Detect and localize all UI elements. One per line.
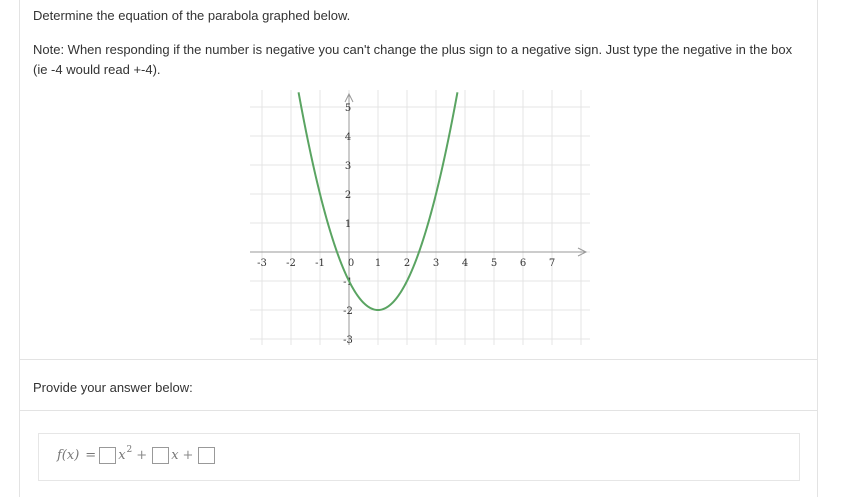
plus-sign: + xyxy=(182,448,194,463)
coefficient-a-input[interactable] xyxy=(99,447,116,464)
constant-c-input[interactable] xyxy=(198,447,215,464)
question-note: Note: When responding if the number is negative you can't change the plus sign to a negative sign. Just type the negative in the box (ie -4 would read +-4). xyxy=(33,42,793,77)
parabola-graph xyxy=(250,90,590,345)
x-tick-label: 3 xyxy=(432,258,440,269)
x-tick-label: 1 xyxy=(374,258,382,269)
x-squared-variable: x xyxy=(118,448,126,463)
y-tick-label: 4 xyxy=(344,132,352,143)
plus-sign: + xyxy=(136,448,148,463)
answer-formula xyxy=(57,444,216,464)
x-variable: x xyxy=(171,448,179,463)
x-tick-label: 2 xyxy=(403,258,411,269)
y-tick-label: 1 xyxy=(344,219,352,230)
x-tick-label: -2 xyxy=(286,258,296,269)
x-tick-label: -1 xyxy=(315,258,325,269)
section-divider xyxy=(20,410,818,411)
answer-area xyxy=(38,433,800,481)
coefficient-b-input[interactable] xyxy=(152,447,169,464)
x-tick-label: 4 xyxy=(461,258,469,269)
y-tick-label: -3 xyxy=(343,335,353,345)
y-tick-label: 2 xyxy=(344,190,352,201)
answer-prompt: Provide your answer below: xyxy=(33,380,193,395)
question-title: Determine the equation of the parabola graphed below. xyxy=(33,8,351,23)
x-tick-label: 0 xyxy=(347,258,355,269)
y-tick-label: -1 xyxy=(343,277,353,288)
x-tick-label: 7 xyxy=(548,258,556,269)
exponent: 2 xyxy=(126,444,133,455)
y-tick-label: 3 xyxy=(344,161,352,172)
x-tick-label: 6 xyxy=(519,258,527,269)
section-divider xyxy=(20,359,818,360)
equals-sign: = xyxy=(85,448,97,463)
x-tick-label: -3 xyxy=(257,258,267,269)
x-tick-label: 5 xyxy=(490,258,498,269)
y-tick-label: 5 xyxy=(344,103,352,114)
function-label: f(x) xyxy=(57,448,80,463)
y-tick-label: -2 xyxy=(343,306,353,317)
